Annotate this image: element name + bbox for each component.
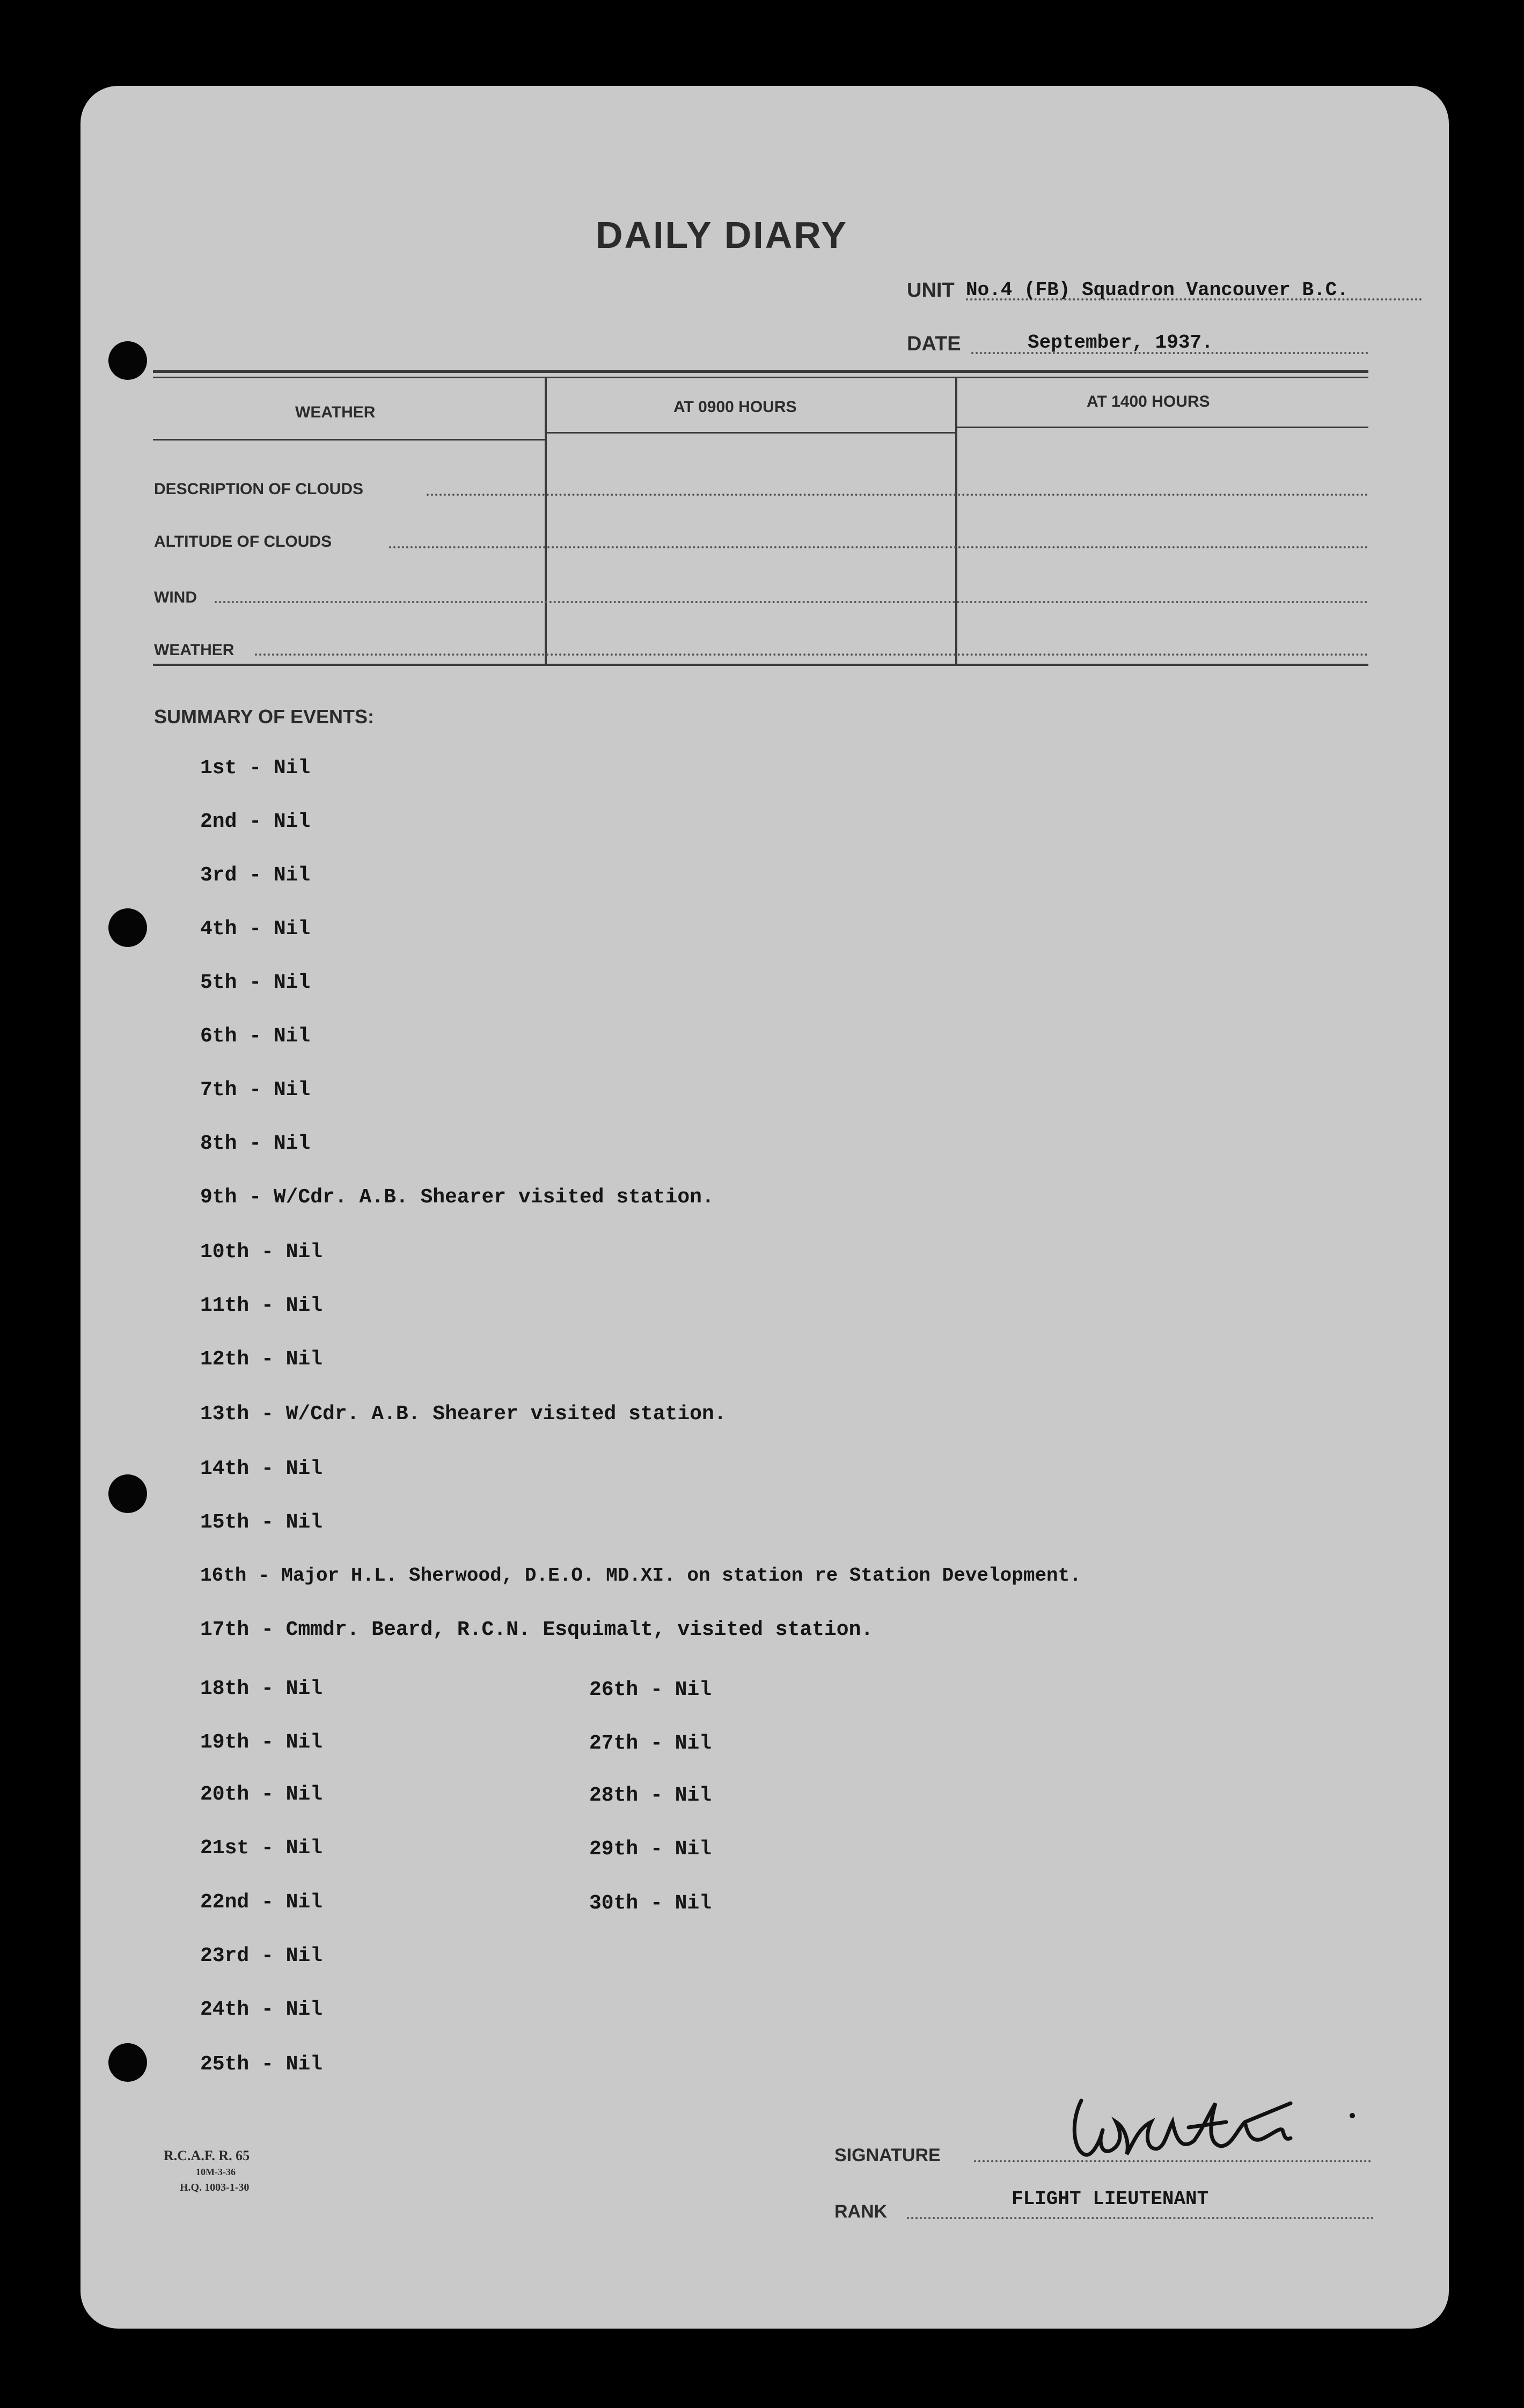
event-entry: 11th - Nil	[200, 1294, 323, 1317]
table-top-rule-2	[153, 377, 1368, 378]
page-title: DAILY DIARY	[596, 214, 848, 256]
event-entry: 19th - Nil	[200, 1731, 323, 1754]
rank-dots	[907, 2217, 1374, 2219]
event-entry: 8th - Nil	[200, 1132, 311, 1155]
weather-row-label: DESCRIPTION OF CLOUDS	[154, 480, 364, 498]
event-entry: 3rd - Nil	[200, 864, 311, 887]
signature-label: SIGNATURE	[834, 2145, 941, 2165]
event-entry: 17th - Cmmdr. Beard, R.C.N. Esquimalt, visited station.	[200, 1618, 874, 1641]
event-entry: 4th - Nil	[200, 917, 311, 941]
table-col-divider	[955, 378, 957, 665]
event-entry: 12th - Nil	[200, 1348, 323, 1371]
punch-hole	[108, 2043, 147, 2082]
0900-col-header: AT 0900 HOURS	[673, 398, 797, 416]
table-col-divider	[545, 378, 547, 665]
event-entry: 1st - Nil	[200, 757, 311, 780]
1400-col-header: AT 1400 HOURS	[1087, 393, 1210, 410]
weather-col-header: WEATHER	[295, 403, 376, 421]
weather-row-label: ALTITUDE OF CLOUDS	[154, 533, 332, 550]
event-entry: 10th - Nil	[200, 1240, 323, 1264]
handwritten-signature	[1065, 2090, 1382, 2170]
event-entry: 6th - Nil	[200, 1025, 311, 1048]
event-entry: 27th - Nil	[589, 1732, 712, 1755]
punch-hole	[108, 1474, 147, 1513]
weather-row-label: WEATHER	[154, 641, 235, 659]
form-ref: H.Q. 1003-1-30	[180, 2182, 250, 2193]
punch-hole	[108, 908, 147, 947]
event-entry: 13th - W/Cdr. A.B. Shearer visited station.	[200, 1403, 727, 1426]
unit-value: No.4 (FB) Squadron Vancouver B.C.	[966, 279, 1349, 301]
event-entry: 28th - Nil	[589, 1784, 712, 1807]
event-entry: 2nd - Nil	[200, 810, 311, 833]
event-entry: 7th - Nil	[200, 1078, 311, 1102]
event-entry: 30th - Nil	[589, 1892, 712, 1915]
unit-label: UNIT	[907, 279, 955, 302]
rank-value: FLIGHT LIEUTENANT	[1012, 2188, 1209, 2210]
event-entry: 25th - Nil	[200, 2053, 323, 2076]
weather-row-dots	[389, 546, 1368, 548]
event-entry: 14th - Nil	[200, 1457, 323, 1480]
table-header-rule	[957, 427, 1368, 428]
weather-row-dots	[215, 601, 1368, 603]
punch-hole	[108, 341, 147, 380]
event-entry: 21st - Nil	[200, 1837, 323, 1860]
event-entry: 29th - Nil	[589, 1838, 712, 1861]
event-entry: 26th - Nil	[589, 1678, 712, 1701]
weather-row-dots	[427, 494, 1368, 496]
form-ref: R.C.A.F. R. 65	[164, 2148, 250, 2163]
rank-label: RANK	[834, 2201, 888, 2222]
weather-row-label: WIND	[154, 589, 197, 606]
summary-label: SUMMARY OF EVENTS:	[154, 706, 375, 728]
table-bottom-rule	[153, 664, 1368, 666]
table-header-rule	[153, 439, 545, 441]
event-entry: 22nd - Nil	[200, 1891, 323, 1914]
event-entry: 9th - W/Cdr. A.B. Shearer visited station.	[200, 1186, 714, 1209]
table-top-rule	[153, 370, 1368, 373]
event-entry: 16th - Major H.L. Sherwood, D.E.O. MD.XI. on station re Station Development.	[200, 1565, 1081, 1587]
event-entry: 15th - Nil	[200, 1511, 323, 1534]
weather-row-dots	[255, 654, 1368, 656]
event-entry: 24th - Nil	[200, 1998, 323, 2021]
table-header-rule	[547, 432, 955, 434]
event-entry: 5th - Nil	[200, 971, 311, 994]
date-value: September, 1937.	[1028, 332, 1213, 354]
event-entry: 23rd - Nil	[200, 1944, 323, 1967]
form-ref: 10M-3-36	[196, 2167, 236, 2177]
event-entry: 20th - Nil	[200, 1783, 323, 1806]
date-label: DATE	[907, 333, 961, 355]
event-entry: 18th - Nil	[200, 1677, 323, 1700]
